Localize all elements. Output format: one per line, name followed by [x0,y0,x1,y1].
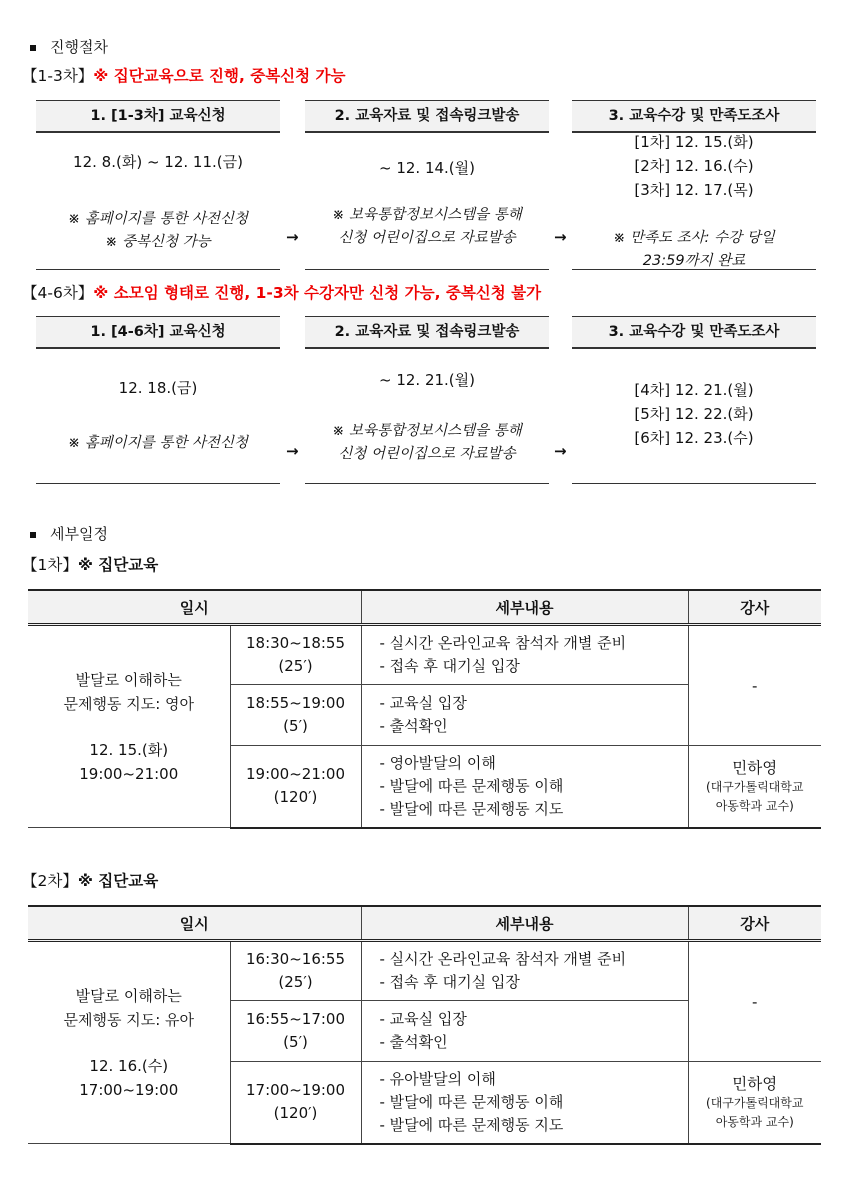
group1-step-3 [572,100,816,270]
step-date: [1차] 12. 15.(화) [634,133,754,151]
step-note: ※ 만족도 조사: 수강 당일 [613,230,775,246]
column-header: 일시 [28,590,361,625]
group2-step-3 [572,316,816,484]
step-date: [2차] 12. 16.(수) [634,157,754,175]
arrow-right-icon: → [286,228,299,246]
step-date: 12. 8.(화) ~ 12. 11.(금) [73,153,243,171]
time-cell: 16:30~16:55 (25′) [230,941,361,1001]
time-cell: 16:55~17:00 (5′) [230,1001,361,1062]
step-date: [6차] 12. 23.(수) [634,429,754,447]
group1-title: 【1-3차】※ 집단교육으로 진행, 중복신청 가능 [22,67,346,85]
instructor-cell: - [688,941,821,1062]
session-topic-cell: 발달로 이해하는 문제행동 지도: 유아 12. 16.(수) 17:00~19:00 [28,941,230,1144]
step-head: 3. 교육수강 및 만족도조사 [572,316,816,349]
time-cell: 18:55~19:00 (5′) [230,685,361,746]
time-cell: 18:30~18:55 (25′) [230,625,361,685]
step-note: 23:59까지 완료 [642,253,746,269]
step-note: 신청 어린이집으로 자료발송 [338,230,516,246]
step-note: ※ 홈페이지를 통한 사전신청 [67,211,249,227]
column-header: 일시 [28,906,361,941]
time-cell: 19:00~21:00 (120′) [230,746,361,828]
content-cell: - 유아발달의 이해 - 발달에 따른 문제행동 이해 - 발달에 따른 문제행동 지도 [361,1062,688,1144]
step-note: 신청 어린이집으로 자료발송 [338,446,516,462]
arrow-right-icon: → [554,228,567,246]
procedure-heading: 진행절차 [30,36,108,57]
session1-table [28,589,821,829]
step-note: ※ 보육통합정보시스템을 통해 [332,423,522,439]
content-cell: - 실시간 온라인교육 참석자 개별 준비 - 접속 후 대기실 입장 [361,625,688,685]
content-cell: - 실시간 온라인교육 참석자 개별 준비 - 접속 후 대기실 입장 [361,941,688,1001]
session2-table [28,905,821,1145]
column-header: 강사 [688,590,821,625]
step-note: ※ 보육통합정보시스템을 통해 [332,207,522,223]
schedule-heading: 세부일정 [30,523,108,544]
content-cell: - 교육실 입장 - 출석확인 [361,1001,688,1062]
session-topic-cell: 발달로 이해하는 문제행동 지도: 영아 12. 15.(화) 19:00~21:00 [28,625,230,828]
step-date: [5차] 12. 22.(화) [634,405,754,423]
step-head: 2. 교육자료 및 접속링크발송 [305,100,549,133]
group1-step-2 [305,100,549,270]
step-head: 3. 교육수강 및 만족도조사 [572,100,816,133]
arrow-right-icon: → [554,442,567,460]
bullet-square-icon [30,45,36,51]
group2-step-2 [305,316,549,484]
step-date: 12. 18.(금) [118,379,198,397]
group1-step-1 [36,100,280,270]
column-header: 세부내용 [361,906,688,941]
group2-step-1 [36,316,280,484]
instructor-cell: 민하영 (대구가톨릭대학교 아동학과 교수) [688,746,821,828]
column-header: 강사 [688,906,821,941]
step-note: ※ 홈페이지를 통한 사전신청 [67,435,249,451]
step-head: 2. 교육자료 및 접속링크발송 [305,316,549,349]
step-date: ~ 12. 14.(월) [378,159,475,177]
arrow-right-icon: → [286,442,299,460]
instructor-cell: 민하영 (대구가톨릭대학교 아동학과 교수) [688,1062,821,1144]
step-head: 1. [4-6차] 교육신청 [36,316,280,349]
session1-title: 【1차】※ 집단교육 [22,556,159,574]
column-header: 세부내용 [361,590,688,625]
step-date: [3차] 12. 17.(목) [634,181,754,199]
step-date: [4차] 12. 21.(월) [634,381,754,399]
content-cell: - 영아발달의 이해 - 발달에 따른 문제행동 이해 - 발달에 따른 문제행동 지도 [361,746,688,828]
bullet-square-icon [30,532,36,538]
instructor-cell: - [688,625,821,746]
step-note: ※ 중복신청 가능 [105,234,211,250]
step-head: 1. [1-3차] 교육신청 [36,100,280,133]
session2-title: 【2차】※ 집단교육 [22,872,159,890]
group2-title: 【4-6차】※ 소모임 형태로 진행, 1-3차 수강자만 신청 가능, 중복신청 불가 [22,284,542,302]
step-date: ~ 12. 21.(월) [378,371,475,389]
time-cell: 17:00~19:00 (120′) [230,1062,361,1144]
content-cell: - 교육실 입장 - 출석확인 [361,685,688,746]
